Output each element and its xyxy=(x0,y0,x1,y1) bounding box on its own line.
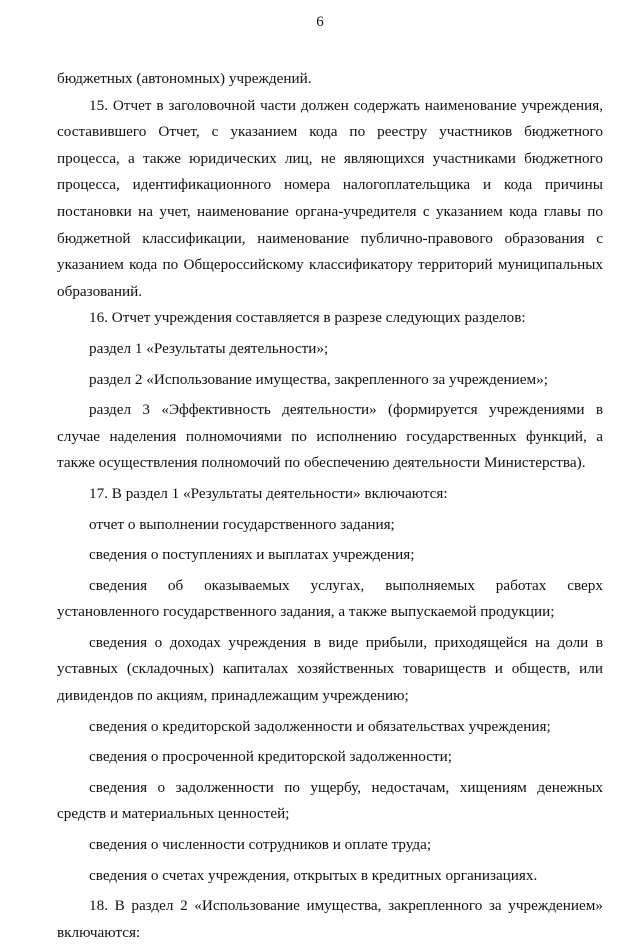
paragraph-15: 15. Отчет в заголовочной части должен содержать наименование учреждения, составившего Отчет, с указанием кода по реестру участников бюджетного процесса, а также юридических лиц, не являющихся участниками бюджетного процесса, идентификационного номера налогоплательщика и кода причины постановки на учет, наименование органа-учредителя с указанием кода главы по бюджетной классификации, наименование публично-правового образования с указанием кода по Общероссийскому классификатору территорий муниципальных образований. xyxy=(57,96,603,300)
list-item-damage-debt: сведения о задолженности по ущербу, недостачам, хищениям денежных средств и материальных ценностей; xyxy=(57,778,603,823)
paragraph-16: 16. Отчет учреждения составляется в разрезе следующих разделов: xyxy=(89,309,526,327)
list-item-section-1: раздел 1 «Результаты деятельности»; xyxy=(89,339,329,357)
list-item-accounts: сведения о счетах учреждения, открытых в кредитных организациях. xyxy=(89,866,538,884)
list-item-payables: сведения о кредиторской задолженности и обязательствах учреждения; xyxy=(89,717,551,735)
list-item-services: сведения об оказываемых услугах, выполняемых работах сверх установленного государственного задания, а также выпускаемой продукции; xyxy=(57,576,603,621)
document-body xyxy=(57,66,603,946)
paragraph-18: 18. В раздел 2 «Использование имущества, закрепленного за учреждением» включаются: xyxy=(57,897,603,941)
paragraph-17: 17. В раздел 1 «Результаты деятельности» включаются: xyxy=(89,484,448,502)
list-item-section-2: раздел 2 «Использование имущества, закрепленного за учреждением»; xyxy=(89,370,548,388)
list-item-staff: сведения о численности сотрудников и оплате труда; xyxy=(89,836,432,854)
page-number: 6 xyxy=(316,14,324,30)
list-item-overdue-payables: сведения о просроченной кредиторской задолженности; xyxy=(89,748,452,766)
paragraph-continuation: бюджетных (автономных) учреждений. xyxy=(57,70,312,87)
list-item-section-3: раздел 3 «Эффективность деятельности» (формируется учреждениями в случае наделения полномочиями по исполнению государственных функций, а также осуществления полномочий по обеспечению деятельности Министерства). xyxy=(57,401,603,472)
list-item-income: сведения о доходах учреждения в виде прибыли, приходящейся на доли в уставных (складочных) капиталах хозяйственных товариществ и обществ, или дивидендов по акциям, принадлежащим учреждению; xyxy=(57,633,603,705)
list-item-task-report: отчет о выполнении государственного задания; xyxy=(89,515,395,533)
list-item-receipts-payments: сведения о поступлениях и выплатах учреждения; xyxy=(89,546,415,564)
